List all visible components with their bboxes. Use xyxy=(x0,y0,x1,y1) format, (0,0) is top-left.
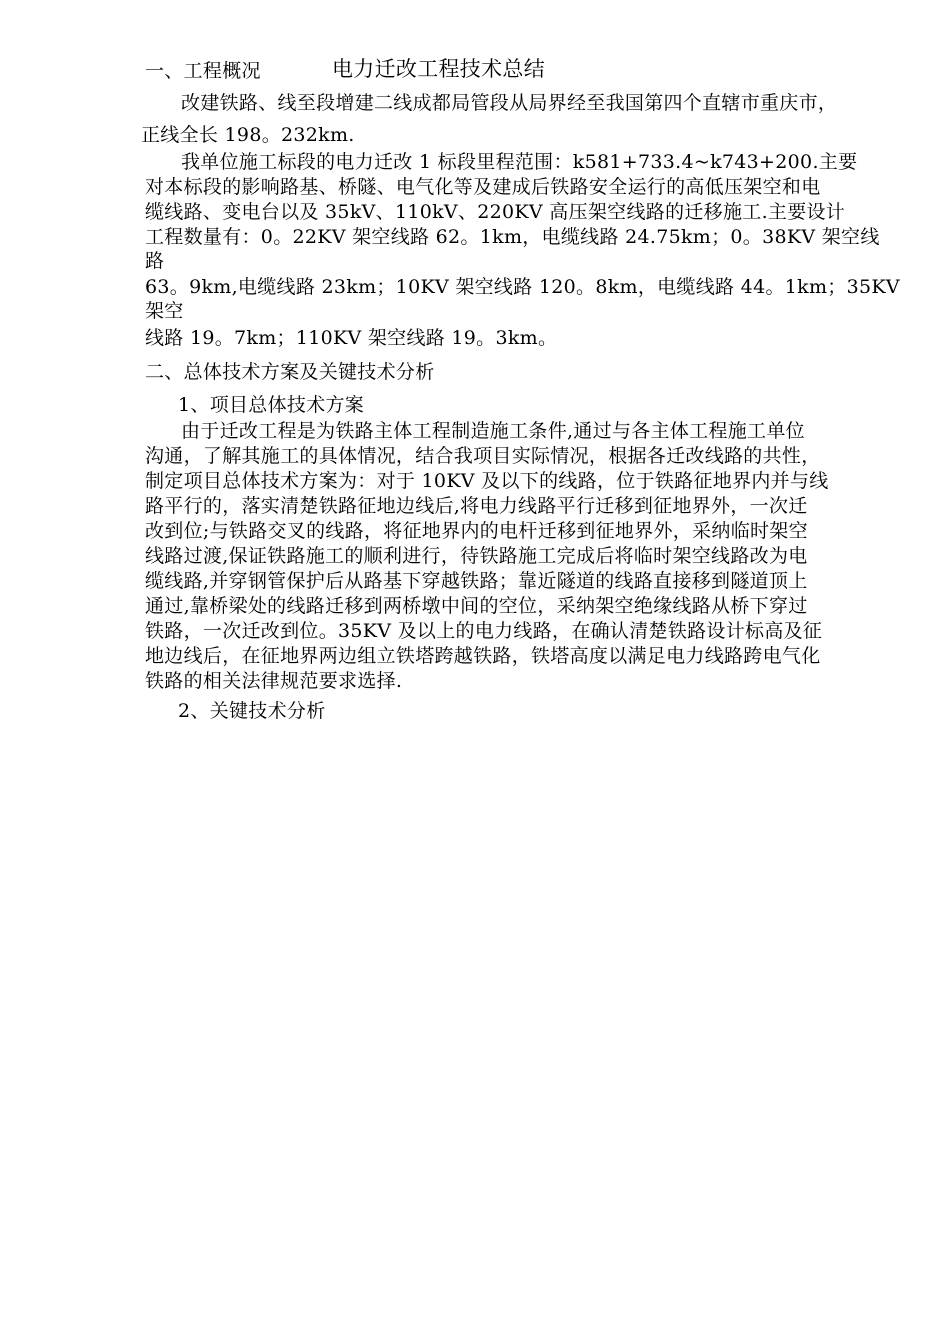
paragraph-line: 路 xyxy=(145,250,165,272)
paragraph-line: 线路过渡,保证铁路施工的顺利进行，待铁路施工完成后将临时架空线路改为电 xyxy=(145,545,808,567)
section-heading-technical-plan: 二、总体技术方案及关键技术分析 xyxy=(145,361,435,383)
paragraph-line: 63。9km,电缆线路 23km；10KV 架空线路 120。8km，电缆线路 44。1km；35KV xyxy=(145,276,900,298)
paragraph-line: 我单位施工标段的电力迁改 1 标段里程范围：k581+733.4~k743+200.主要 xyxy=(181,151,858,173)
document-title: 电力迁改工程技术总结 xyxy=(332,57,545,81)
paragraph-line: 地边线后，在征地界两边组立铁塔跨越铁路，铁塔高度以满足电力线路跨电气化 xyxy=(145,645,821,667)
paragraph-line: 改到位;与铁路交叉的线路，将征地界内的电杆迁移到征地界外，采纳临时架空 xyxy=(145,520,808,542)
paragraph-line: 对本标段的影响路基、桥隧、电气化等及建成后铁路安全运行的高低压架空和电 xyxy=(145,176,821,198)
section-heading-overview: 一、工程概况 xyxy=(145,60,261,82)
paragraph-line: 通过,靠桥梁处的线路迁移到两桥墩中间的空位，采纳架空绝缘线路从桥下穿过 xyxy=(145,595,808,617)
paragraph-line: 铁路，一次迁改到位。35KV 及以上的电力线路，在确认清楚铁路设计标高及征 xyxy=(145,620,823,642)
paragraph-line: 沟通，了解其施工的具体情况，结合我项目实际情况，根据各迁改线路的共性， xyxy=(145,445,821,467)
subsection-heading-key-tech: 2、关键技术分析 xyxy=(178,700,326,722)
paragraph-line: 缆线路、变电台以及 35kV、110kV、220KV 高压架空线路的迁移施工.主要设计 xyxy=(145,201,846,223)
paragraph-line: 正线全长 198。232km. xyxy=(141,124,355,146)
subsection-heading-overall-plan: 1、项目总体技术方案 xyxy=(178,394,365,416)
paragraph-line: 制定项目总体技术方案为：对于 10KV 及以下的线路，位于铁路征地界内并与线 xyxy=(145,470,829,492)
paragraph-line: 架空 xyxy=(145,300,184,322)
paragraph-line: 路平行的，落实清楚铁路征地边线后,将电力线路平行迁移到征地界外，一次迁 xyxy=(145,495,808,517)
paragraph-line: 工程数量有：0。22KV 架空线路 62。1km，电缆线路 24.75km；0。38KV 架空线 xyxy=(145,226,880,248)
paragraph-line: 线路 19。7km；110KV 架空线路 19。3km。 xyxy=(145,327,558,349)
paragraph-line: 改建铁路、线至段增建二线成都局管段从局界经至我国第四个直辖市重庆市， xyxy=(181,92,838,114)
paragraph-line: 由于迁改工程是为铁路主体工程制造施工条件,通过与各主体工程施工单位 xyxy=(181,420,805,442)
paragraph-line: 缆线路,并穿钢管保护后从路基下穿越铁路；靠近隧道的线路直接移到隧道顶上 xyxy=(145,570,808,592)
paragraph-line: 铁路的相关法律规范要求选择. xyxy=(145,670,403,692)
